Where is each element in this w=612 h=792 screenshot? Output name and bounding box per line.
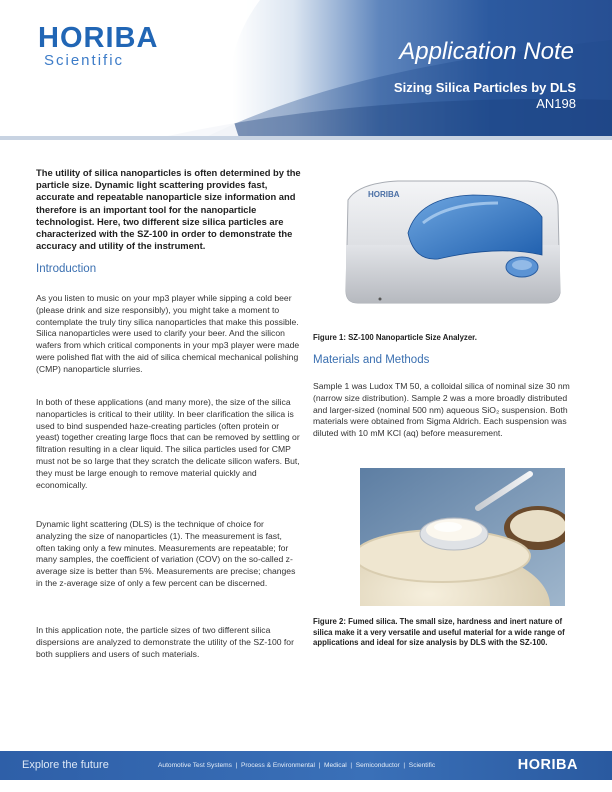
figure-2-caption: Figure 2: Fumed silica. The small size, hardness and inert nature of silica make it a very versatile and useful material for a wide range of applications and ideal for size analysis by DLS with the SZ-100. <box>313 617 565 647</box>
logo-subtitle: Scientific <box>44 52 125 69</box>
introduction-heading: Introduction <box>36 263 97 275</box>
document-type: Application Note <box>399 38 574 65</box>
fumed-silica-photo <box>360 468 565 606</box>
figure-1-caption: Figure 1: SZ-100 Nanoparticle Size Analyzer. <box>313 333 477 342</box>
footer-tagline: Explore the future <box>22 759 109 771</box>
footer-segments: Automotive Test Systems | Process & Environmental | Medical | Semiconductor | Scientific <box>158 762 436 769</box>
sz100-analyzer-image <box>328 175 573 315</box>
materials-paragraph: Sample 1 was Ludox TM 50, a colloidal silica of nominal size 30 nm (narrow size distribution). Sample 2 was a more broadly distributed and larger-sized (nominal 500 nm) aqueous SiO₂ suspension. Both materials were obtained from Sigma Aldrich. Each suspension was diluted with 10 mM KCl (aq) before measurement. <box>313 381 570 439</box>
intro-paragraph-1: As you listen to music on your mp3 player while sipping a cold beer (please drink and size responsibly), you might take a moment to contemplate the truly tiny silica nanoparticles that make this possible. Silica nanoparticles were used to clarify your beer. And the silicon wafers from which critical components in your mp3 player were made were polished flat with the aid of silica chemical mechanical polishing (CMP) nanoparticle slurries. <box>36 293 300 374</box>
header-swoosh-graphic <box>0 0 612 140</box>
device-brand-label: HORIBA <box>368 190 400 199</box>
footer-horiba-logo: HORIBA <box>517 757 578 773</box>
lead-paragraph: The utility of silica nanoparticles is often determined by the particle size. Dynamic light scattering provides fast, accurate and repeatable nanoparticle size information and therefore is an important tool for the nanoparticle technologist. Here, two different size silica particles are characterized with the SZ-100 in order to demonstrate the accuracy and utility of the instrument. <box>36 167 301 252</box>
page-title: Sizing Silica Particles by DLS <box>393 80 576 95</box>
intro-paragraph-3: Dynamic light scattering (DLS) is the technique of choice for analyzing the size of nanoparticles (1). The measurement is fast, often taking only a few minutes. Measurements are repeatable; for many samples, the coefficient of variation (COV) on the so-called z-average size is better than 5%. Measurements are precise; changes in the z-average size of only a few percent can be discerned. <box>36 519 296 588</box>
footer-bar <box>0 751 612 780</box>
materials-heading: Materials and Methods <box>313 354 430 366</box>
header-banner <box>0 0 612 140</box>
document-number: AN198 <box>536 96 576 111</box>
intro-paragraph-2: In both of these applications (and many more), the size of the silica nanoparticles is critical to their utility. In beer clarification the silica is used to bind suspended haze-creating particles (often protein or yeast) together creating large flocs that can be removed by settling or filtration resulting in a clear liquid. The silica particles used for CMP must not be so large that they scratch the delicate silicon wafers. But, they must be large enough to remove material quickly and economically. <box>36 397 300 490</box>
intro-paragraph-4: In this application note, the particle sizes of two different silica dispersions are analyzed to demonstrate the utility of the SZ-100 for both suppliers and users of such materials. <box>36 625 294 659</box>
horiba-logo: HORIBA <box>38 22 159 54</box>
